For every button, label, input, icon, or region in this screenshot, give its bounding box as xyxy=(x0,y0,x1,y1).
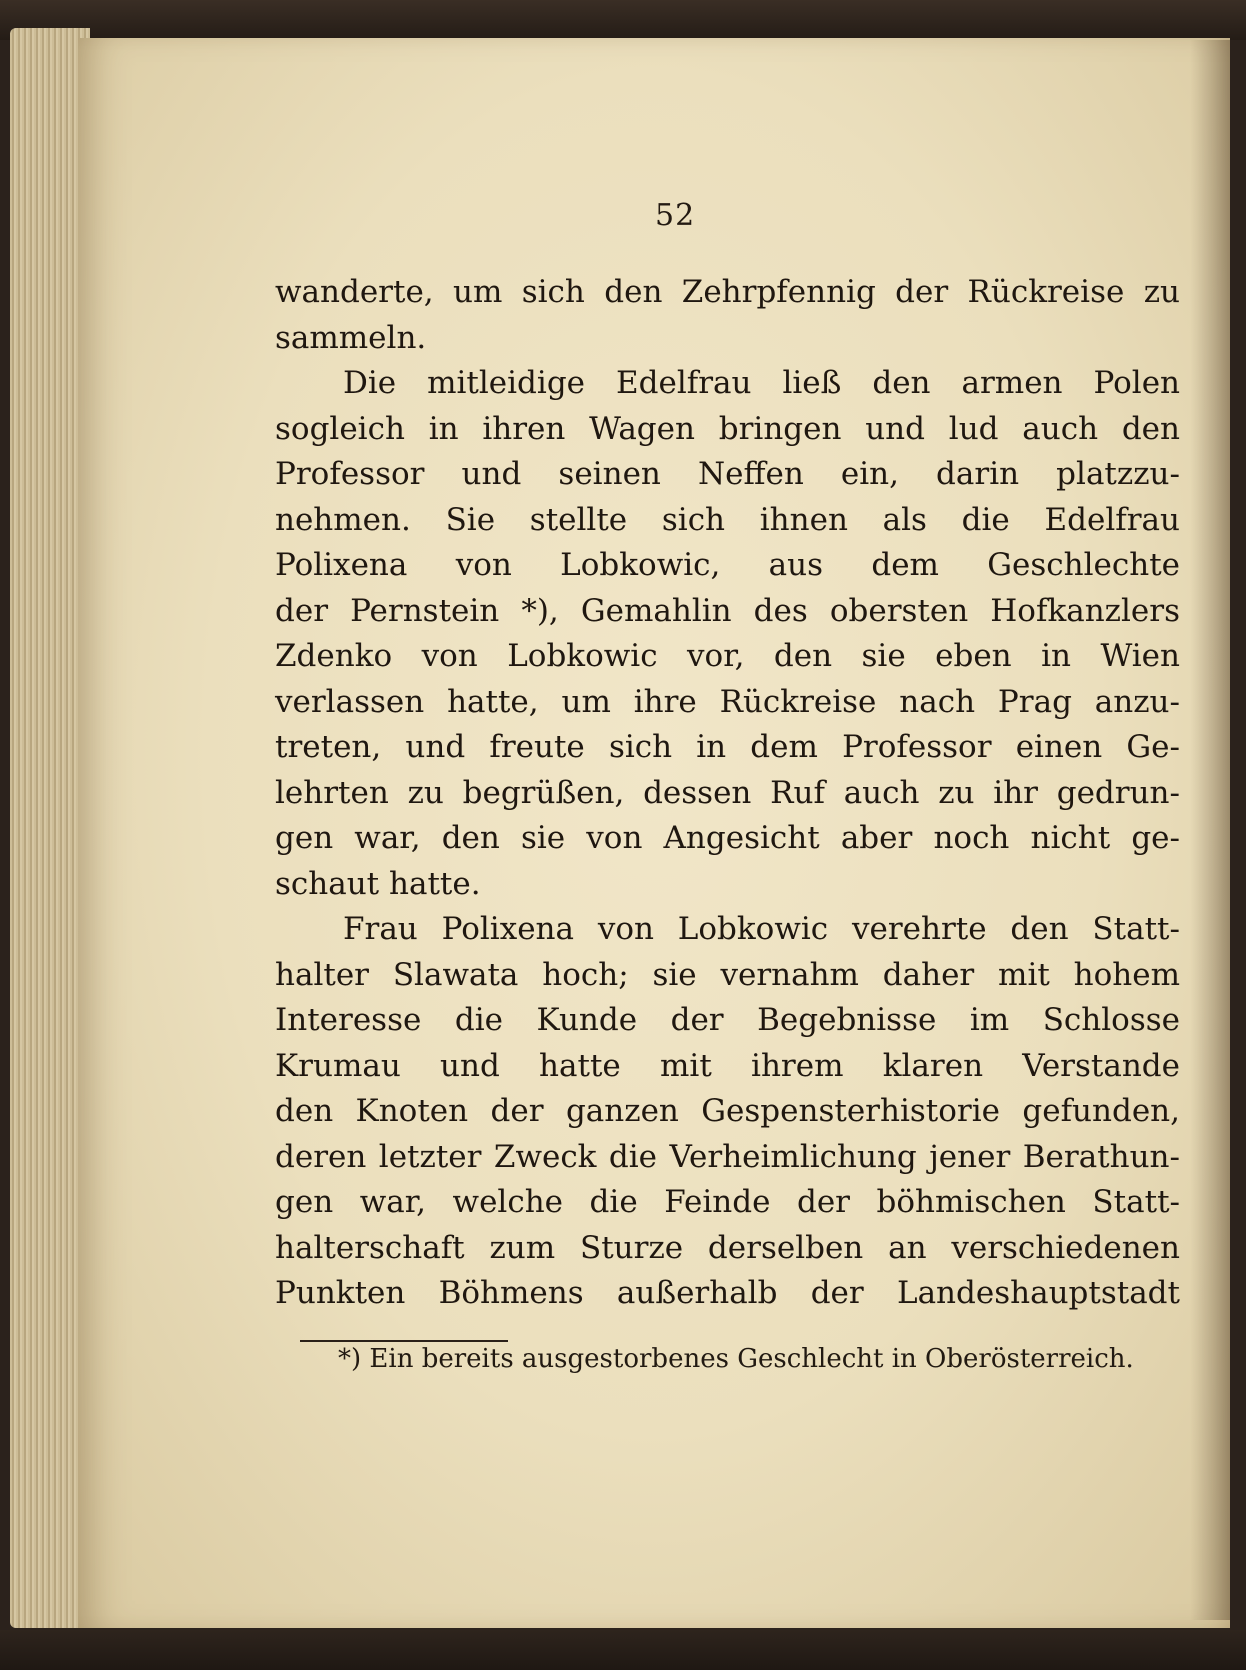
footnote: *) Ein bereits ausgestorbenes Geschlecht in Oberösterreich. xyxy=(338,1344,1134,1374)
book-cover-bottom xyxy=(0,1630,1246,1670)
text-line: gen war, den sie von Angesicht aber noch nicht ge- xyxy=(275,820,1180,856)
text-line: treten, und freute sich in dem Professor einen Ge- xyxy=(275,729,1180,765)
text-line: Frau Polixena von Lobkowic verehrte den Statt- xyxy=(343,911,1180,947)
text-line: lehrten zu begrüßen, dessen Ruf auch zu ihr gedrun- xyxy=(275,774,1180,811)
text-line: verlassen hatte, um ihre Rückreise nach Prag anzu- xyxy=(275,683,1180,720)
page-gutter-shadow xyxy=(1190,40,1230,1620)
book-cover-top xyxy=(0,0,1246,40)
text-line: den Knoten der ganzen Gespensterhistorie gefunden, xyxy=(275,1093,1180,1129)
body-text xyxy=(275,270,1180,1317)
text-line: nehmen. Sie stellte sich ihnen als die Edelfrau xyxy=(275,501,1180,538)
text-line: Die mitleidige Edelfrau ließ den armen Polen xyxy=(343,365,1180,401)
text-line: halter Slawata hoch; sie vernahm daher mit hohem xyxy=(275,956,1180,993)
text-line: Punkten Böhmens außerhalb der Landeshauptstadt xyxy=(275,1275,1180,1311)
text-line: Zdenko von Lobkowic vor, den sie eben in Wien xyxy=(275,638,1180,674)
text-line: halterschaft zum Sturze derselben an verschiedenen xyxy=(275,1229,1180,1266)
text-line: deren letzter Zweck die Verheimlichung jener Berathun- xyxy=(275,1138,1180,1175)
text-line: Professor und seinen Neffen ein, darin platzzu- xyxy=(275,456,1180,492)
text-line: Krumau und hatte mit ihrem klaren Verstande xyxy=(275,1047,1180,1084)
text-line: wanderte, um sich den Zehrpfennig der Rückreise zu xyxy=(275,274,1180,310)
text-line: der Pernstein *), Gemahlin des obersten Hofkanzlers xyxy=(275,592,1180,629)
text-line: Polixena von Lobkowic, aus dem Geschlechte xyxy=(275,547,1180,583)
footnote-rule xyxy=(300,1340,508,1342)
text-line: Interesse die Kunde der Begebnisse im Schlosse xyxy=(275,1002,1180,1038)
page-number: 52 xyxy=(655,198,696,233)
text-line: gen war, welche die Feinde der böhmischen Statt- xyxy=(275,1184,1180,1220)
text-line: sogleich in ihren Wagen bringen und lud auch den xyxy=(275,410,1180,447)
text-line: schaut hatte. xyxy=(275,865,481,902)
text-line: sammeln. xyxy=(275,319,427,356)
